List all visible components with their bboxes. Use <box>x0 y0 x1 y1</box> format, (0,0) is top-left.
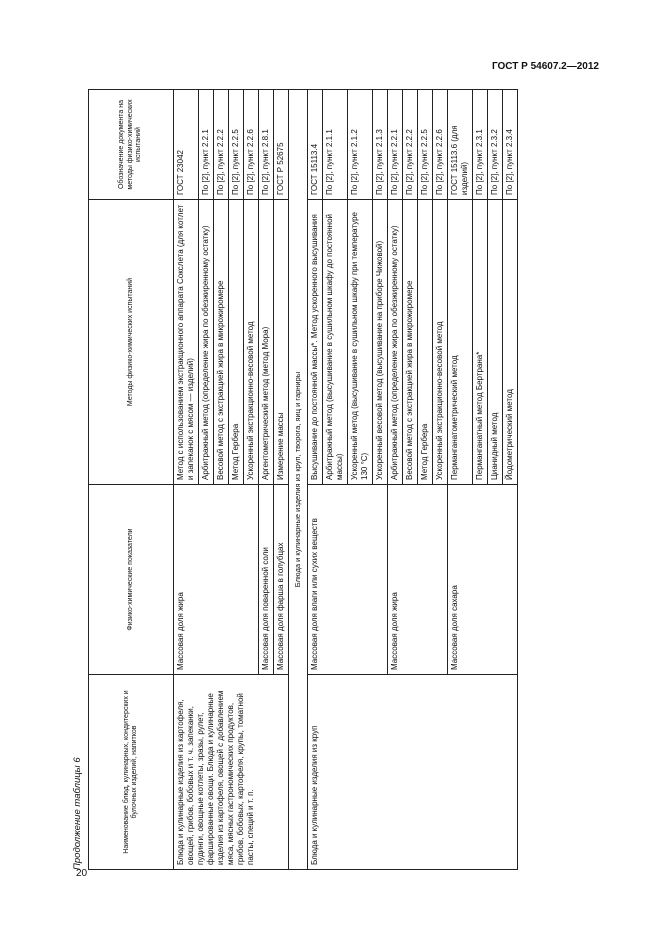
table-row <box>308 90 323 870</box>
method-cell: Аргентометрический метод (метод Мора) <box>259 200 274 485</box>
document-cell: По [2], пункт 2.3.2 <box>488 90 503 200</box>
method-cell: Йодометрический метод <box>503 200 518 485</box>
document-cell: По [2], пункт 2.2.6 <box>433 90 448 200</box>
table-header-row <box>89 90 174 870</box>
group1-mince-indicator: Массовая доля фарша в голубцах <box>274 485 289 675</box>
rotated-table-area <box>72 90 652 870</box>
method-cell: Метод Гербера <box>418 200 433 485</box>
section-row <box>289 90 308 870</box>
document-cell: По [2], пункт 2.2.5 <box>229 90 244 200</box>
page-number: 20 <box>76 868 88 879</box>
method-cell: Цианидный метод <box>488 200 503 485</box>
document-cell: ГОСТ 15113.4 <box>308 90 323 200</box>
method-cell: Арбитражный метод (определение жира по обезжиренному остатку) <box>388 200 403 485</box>
document-header: ГОСТ Р 54607.2—2012 <box>491 61 599 72</box>
document-cell: По [2], пункт 2.2.1 <box>199 90 214 200</box>
method-cell: Весовой метод с экстракцией жира в микрожиромере <box>214 200 229 485</box>
method-cell: Измерение массы <box>274 200 289 485</box>
document-cell: По [2], пункт 2.1.2 <box>348 90 373 200</box>
method-cell: Перманганатный метод Бертрана* <box>473 200 488 485</box>
document-cell: По [2], пункт 2.3.1 <box>473 90 488 200</box>
method-cell: Арбитражный метод (высушивание в сушильном шкафу до постоянной массы) <box>323 200 348 485</box>
methods-table <box>88 89 518 870</box>
group1-salt-indicator: Массовая доля поваренной соли <box>259 485 274 675</box>
table-caption: Продолжение таблицы 6 <box>72 757 83 870</box>
table-row <box>174 90 199 870</box>
group2-name: Блюда и кулинарные изделия из круп <box>308 675 518 870</box>
document-cell: По [2], пункт 2.2.5 <box>418 90 433 200</box>
group1-name: Блюда и кулинарные изделия из картофеля, овощей, грибов, бобовых и т. ч. запеканки, пудинги, овощные котлеты, зразы, рулет, фаршированные овощи. Блюда и кулинарные изделия из картофеля, овощей с добавлением мяса, мясных гастрономических продуктов, грибов, бобовых, картофеля, крупы, томатной пасты, специй и т. п. <box>174 675 289 870</box>
group2-fat-indicator: Массовая доля жира <box>388 485 448 675</box>
method-cell: Арбитражный метод (определение жира по обезжиренному остатку) <box>199 200 214 485</box>
method-cell: Метод Гербера <box>229 200 244 485</box>
method-cell: Ускоренный экстракционно-весовой метод <box>433 200 448 485</box>
method-cell: Высушивание до постоянной массы*. Метод ускоренного высушивания <box>308 200 323 485</box>
method-cell: Весовой метод с экстракцией жира в микрожиромере <box>403 200 418 485</box>
method-cell: Ускоренный метод (высушивание в сушильном шкафу при температуре 130 °С) <box>348 200 373 485</box>
document-cell: По [2], пункт 2.1.1 <box>323 90 348 200</box>
method-cell: Метод с использованием экстракционного аппарата Сокслета (для котлет и запеканок с мясом — изделий) <box>174 200 199 485</box>
document-cell: По [2], пункт 2.1.3 <box>373 90 388 200</box>
group2-moisture-indicator: Массовая доля влаги или сухих веществ <box>308 485 388 675</box>
document-cell: ГОСТ Р 52675 <box>274 90 289 200</box>
document-cell: По [2], пункт 2.2.6 <box>244 90 259 200</box>
group1-fat-indicator: Массовая доля жира <box>174 485 259 675</box>
document-cell: По [2], пункт 2.8.1 <box>259 90 274 200</box>
header-indicators: Физико-химические показатели <box>89 485 174 675</box>
document-cell: По [2], пункт 2.2.2 <box>214 90 229 200</box>
document-cell: ГОСТ 15113.6 (для изделий) <box>448 90 473 200</box>
document-cell: По [2], пункт 2.2.2 <box>403 90 418 200</box>
method-cell: Ускоренный экстракционно-весовой метод <box>244 200 259 485</box>
document-cell: По [2], пункт 2.3.4 <box>503 90 518 200</box>
header-document: Обозначение документа на методы физико-химических испытаний <box>89 90 174 200</box>
document-cell: ГОСТ 23042 <box>174 90 199 200</box>
document-cell: По [2], пункт 2.2.1 <box>388 90 403 200</box>
method-cell: Ускоренный весовой метод (высушивание на приборе Чижовой) <box>373 200 388 485</box>
header-methods: Методы физико-химических испытаний <box>89 200 174 485</box>
section-title: Блюда и кулинарные изделия из круп, творога, яиц и гарниры <box>289 90 308 870</box>
header-dish-names: Наименование блюд, кулинарных, кондитерских и булочных изделий, напитков <box>89 675 174 870</box>
group2-sugar-indicator: Массовая доля сахара <box>448 485 518 675</box>
method-cell: Перманганатометрический метод <box>448 200 473 485</box>
